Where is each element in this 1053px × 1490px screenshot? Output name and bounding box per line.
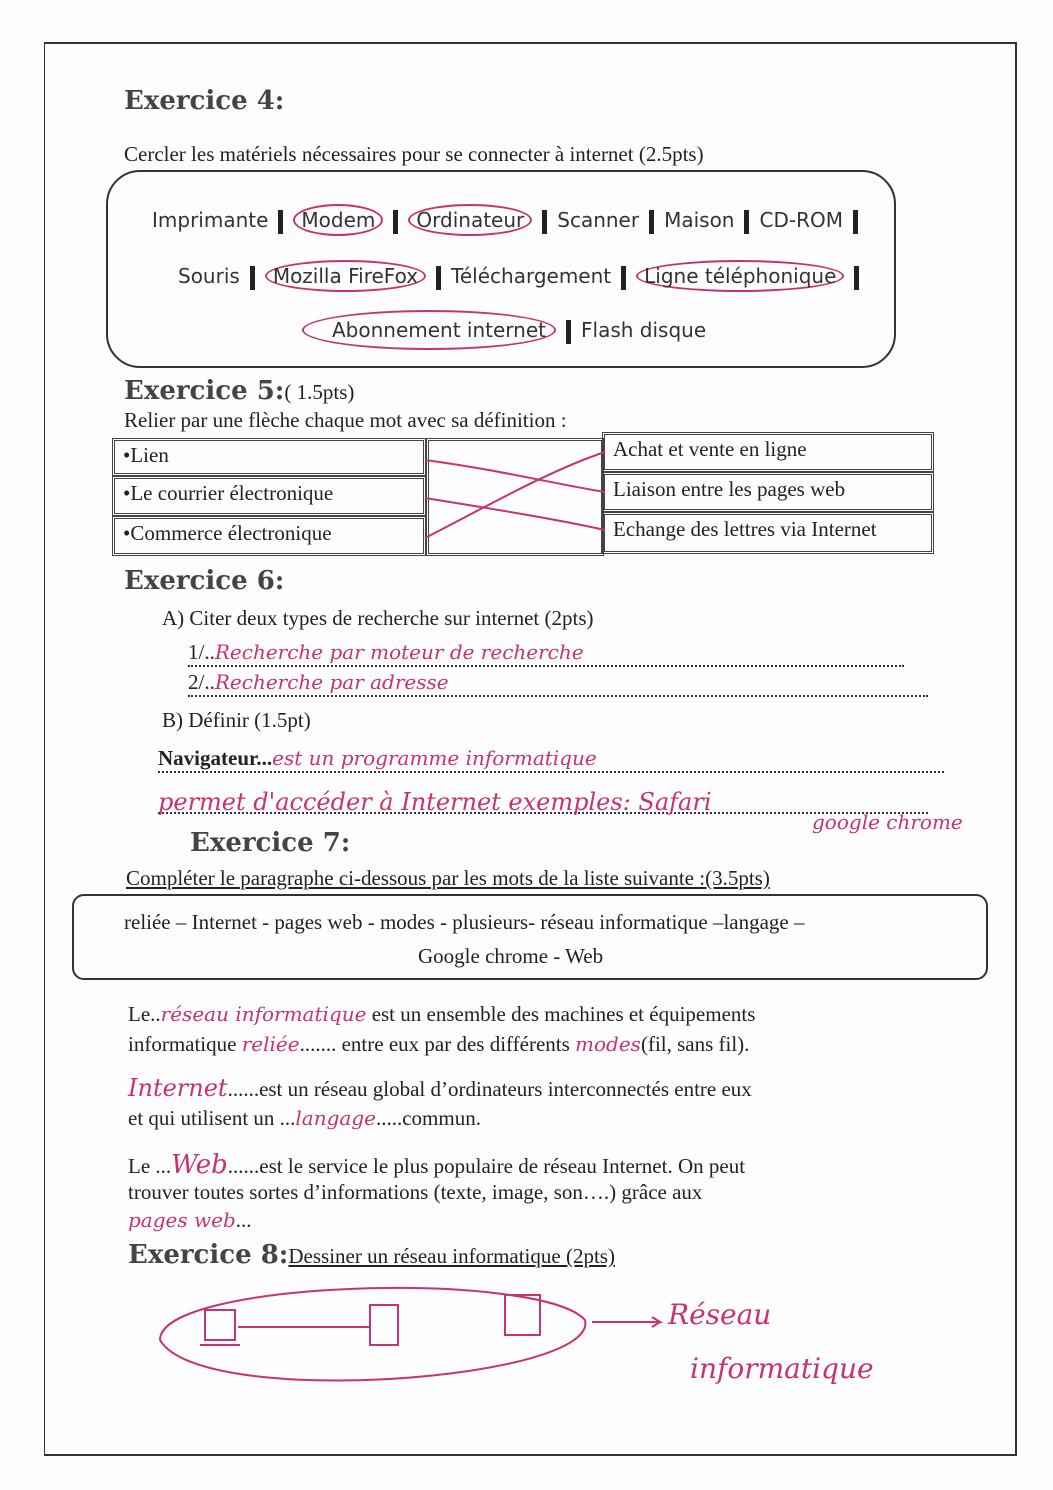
ex8-instruction: Dessiner un réseau informatique (2pts) [288, 1244, 615, 1268]
handwritten-answer: pages web [128, 1208, 236, 1232]
handwritten-answer: modes [575, 1032, 641, 1056]
text: .....commun. [375, 1106, 481, 1130]
text: et qui utilisent un ... [128, 1106, 296, 1130]
handwritten-answer: langage [295, 1106, 376, 1130]
paragraph-1b [128, 1032, 749, 1057]
ex6-title: Exercice 6: [124, 566, 285, 596]
ex7-title: Exercice 7: [190, 828, 351, 858]
handwritten-answer: permet d'accéder à Internet exemples: Safari [158, 788, 712, 816]
paragraph-2b [128, 1106, 481, 1131]
handwritten-answer: réseau informatique [160, 1002, 367, 1026]
ex4-title: Exercice 4: [124, 86, 285, 116]
item: Imprimante [152, 208, 269, 232]
handwritten-answer: Internet [128, 1074, 228, 1102]
term: Navigateur... [158, 746, 273, 770]
ex5-points: ( 1.5pts) [284, 380, 355, 404]
ex5-instruction: Relier par une flèche chaque mot avec sa définition : [124, 408, 567, 432]
ex8-title: Exercice 8: [128, 1240, 289, 1270]
word-list-2: Google chrome - Web [418, 944, 604, 968]
word-commerce: •Commerce électronique [112, 516, 426, 556]
answer-line-1 [188, 640, 904, 667]
def-liaison: Liaison entre les pages web [602, 472, 934, 512]
ex8-heading [128, 1240, 615, 1270]
word-lien: •Lien [112, 438, 426, 476]
ex6-part-a: A) Citer deux types de recherche sur internet (2pts) [162, 606, 594, 630]
text: Le ... [128, 1154, 172, 1178]
paragraph-3c [128, 1208, 252, 1233]
text: ....... entre eux par des différents [299, 1032, 570, 1056]
item: Scanner [557, 208, 640, 232]
num: 1/.. [188, 640, 215, 664]
item: CD-ROM [759, 208, 843, 232]
word-courrier: •Le courrier électronique [112, 476, 426, 516]
item-circled: Ordinateur [408, 204, 532, 236]
drawing-label-1: Réseau [668, 1298, 772, 1331]
paragraph-3 [128, 1150, 745, 1180]
def-echange: Echange des lettres via Internet [602, 512, 934, 554]
drawing-label-2: informatique [690, 1352, 874, 1385]
item: Souris [178, 264, 240, 288]
handwritten-answer: Recherche par moteur de recherche [214, 640, 584, 664]
define-line-1 [158, 746, 944, 773]
item: Flash disque [581, 318, 707, 342]
item-circled: Ligne téléphonique [636, 260, 844, 292]
handwritten-answer: est un programme informatique [272, 746, 597, 770]
paragraph-1 [128, 1002, 755, 1027]
item-circled: Modem [293, 204, 383, 236]
ex6-part-b: B) Définir (1.5pt) [162, 708, 311, 732]
def-achat: Achat et vente en ligne [602, 432, 934, 472]
text: (fil, sans fil). [640, 1032, 750, 1056]
text: informatique [128, 1032, 237, 1056]
item: Maison [664, 208, 735, 232]
handwritten-answer: google chrome [812, 810, 963, 834]
word-list-1: reliée – Internet - pages web - modes - plusieurs- réseau informatique –langage – [124, 910, 805, 934]
item-circled: Mozilla FireFox [265, 260, 426, 292]
handwritten-answer: Web [171, 1150, 228, 1180]
text: est un ensemble des machines et équipements [371, 1002, 756, 1026]
paragraph-3b: trouver toutes sortes d’informations (texte, image, son….) grâce aux [128, 1180, 703, 1204]
ex7-instruction: Compléter le paragraphe ci-dessous par les mots de la liste suivante :(3.5pts) [126, 866, 770, 890]
text: ... [235, 1208, 252, 1232]
answer-line-2 [188, 670, 928, 697]
item: Téléchargement [451, 264, 612, 288]
ex4-instruction: Cercler les matériels nécessaires pour se connecter à internet (2.5pts) [124, 142, 704, 166]
text: ......est un réseau global d’ordinateurs interconnectés entre eux [227, 1077, 752, 1101]
text: Le.. [128, 1002, 161, 1026]
num: 2/.. [188, 670, 215, 694]
paragraph-2 [128, 1074, 752, 1102]
text: ......est le service le plus populaire de réseau Internet. On peut [227, 1154, 746, 1178]
ex5-title: Exercice 5: [124, 376, 285, 406]
handwritten-answer: Recherche par adresse [214, 670, 449, 694]
item-circled: Abonnement internet [302, 310, 556, 350]
handwritten-answer: reliée [241, 1032, 300, 1056]
